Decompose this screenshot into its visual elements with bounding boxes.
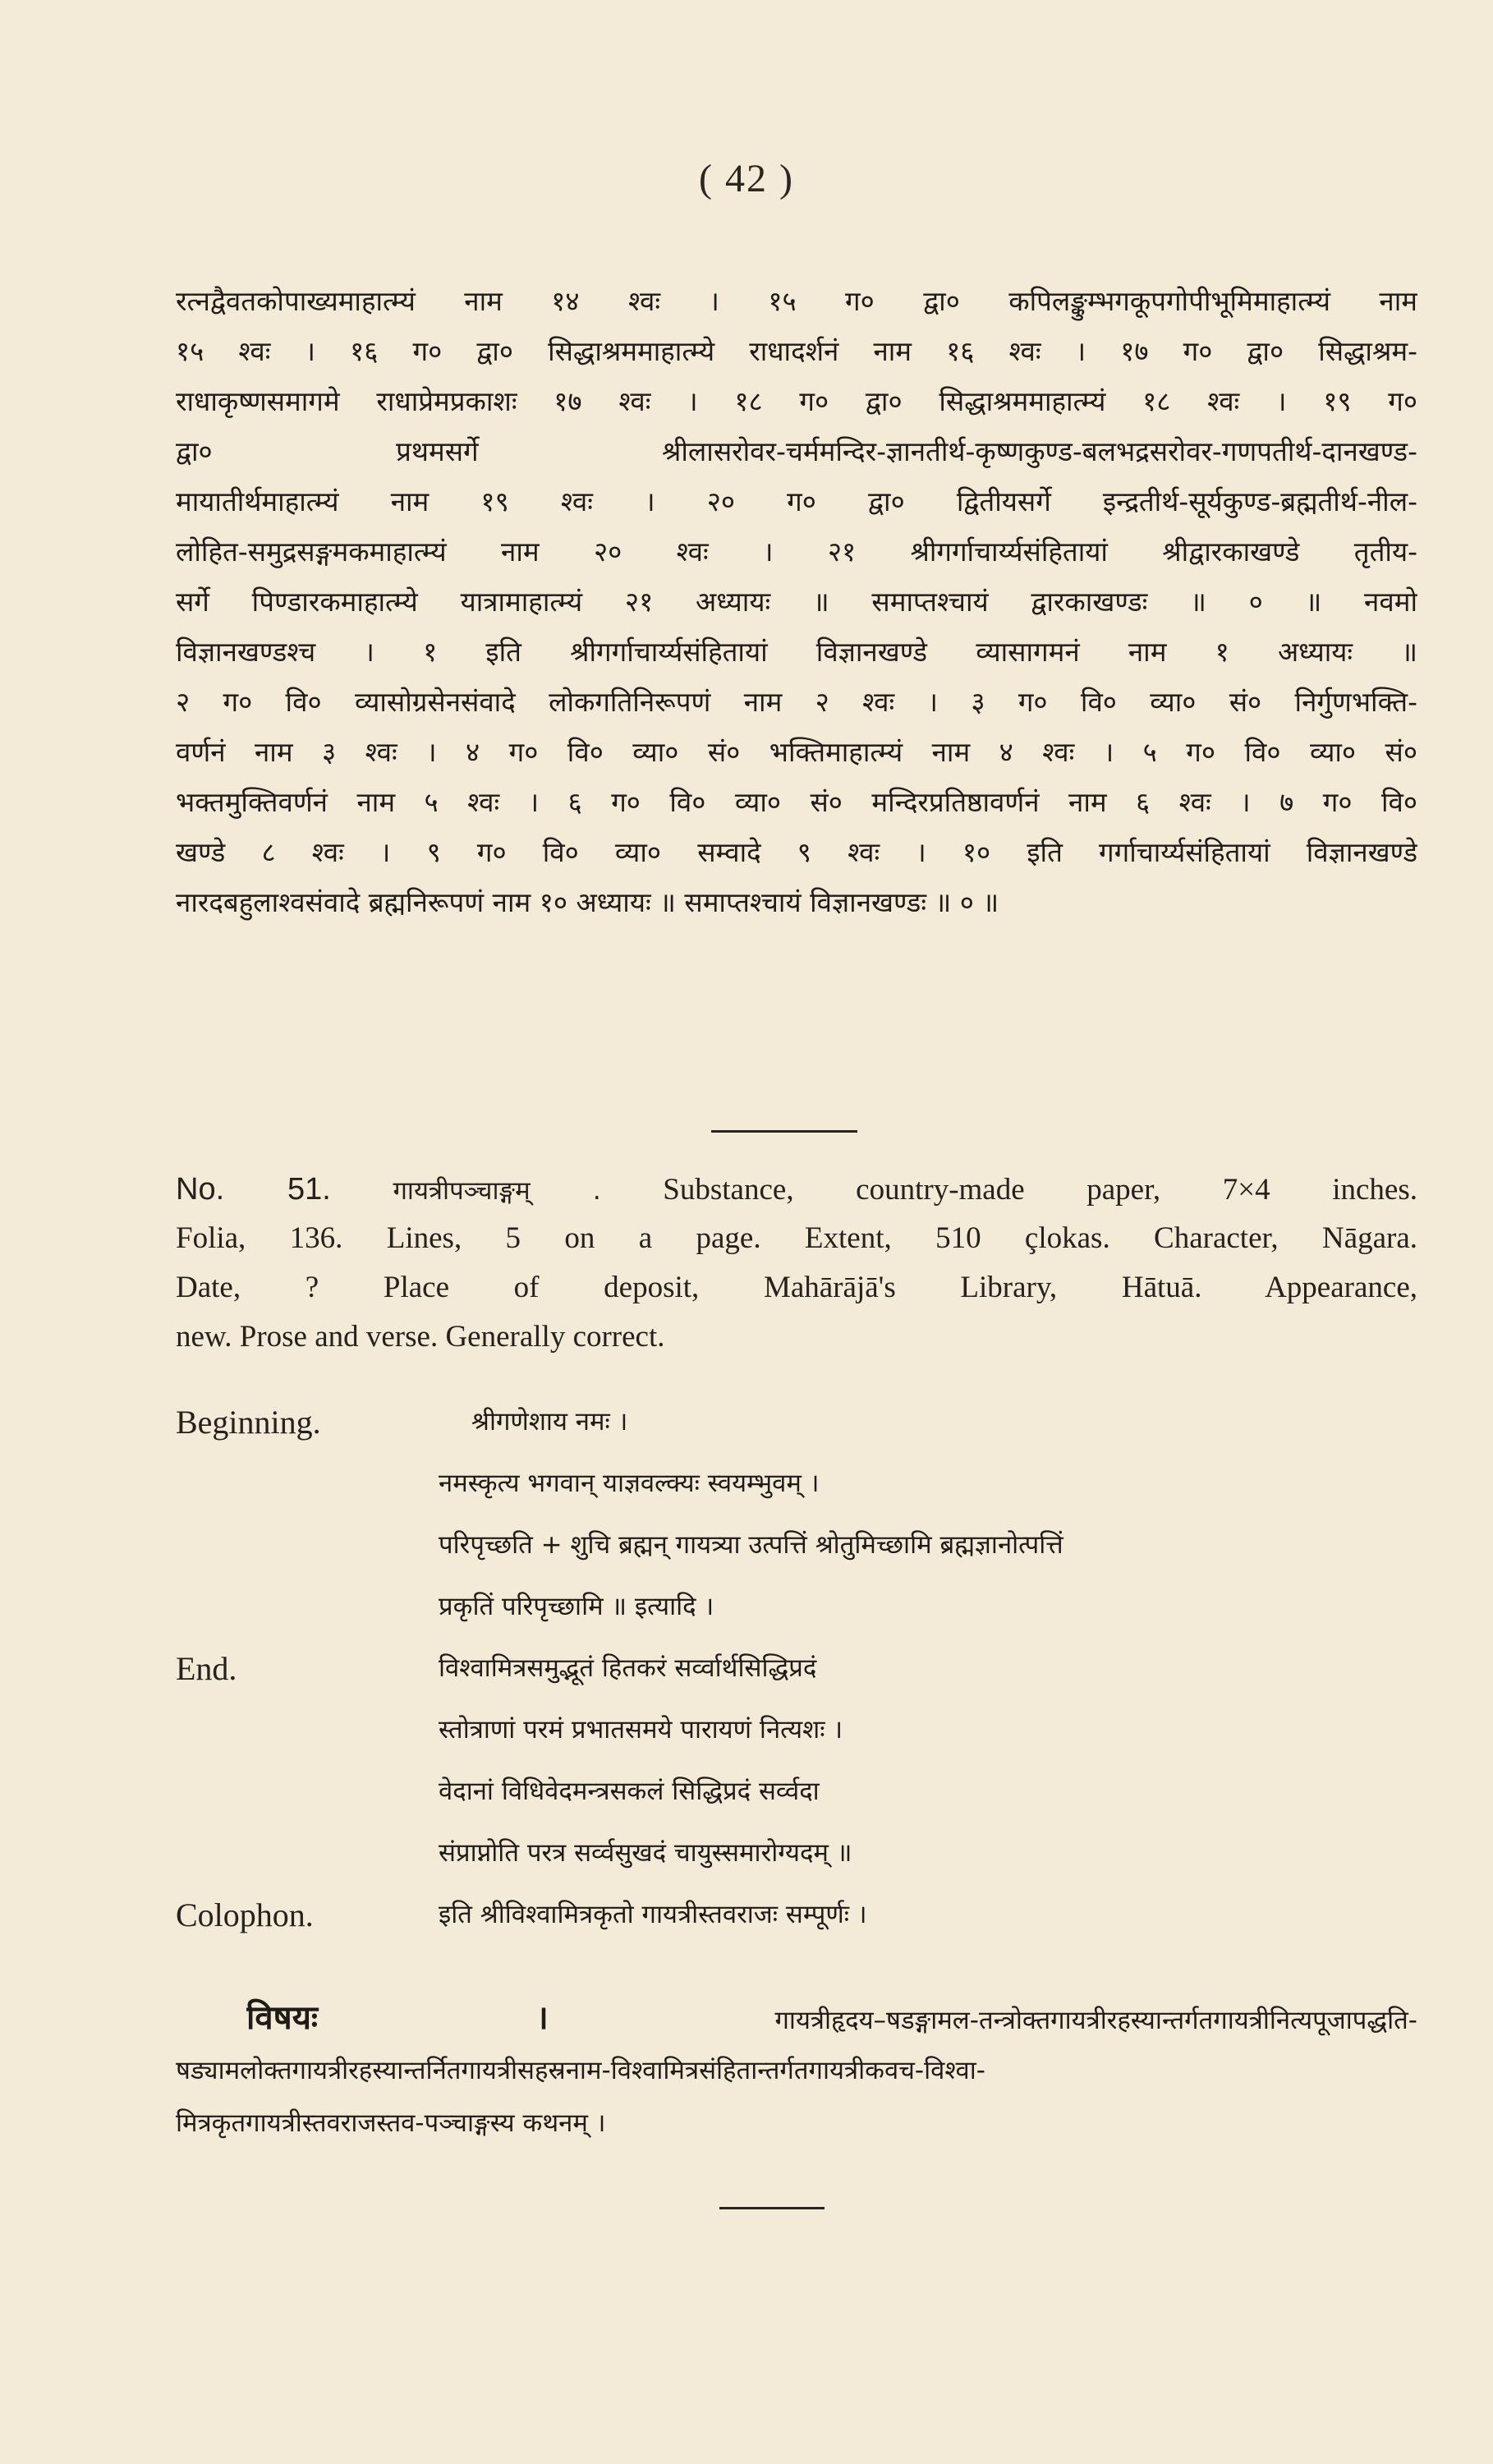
entry-line: Folia, 136. Lines, 5 on a page. Extent, 510 çlokas. Character, Nāgara. <box>176 1221 1417 1255</box>
end-line: वेदानां विधिवेदमन्त्रसकलं सिद्धिप्रदं सर्व्वदा <box>439 1777 820 1806</box>
subject-label: विषयः । <box>246 1999 549 2037</box>
beginning-label: Beginning. <box>176 1404 321 1441</box>
sanskrit-line: लोहित-समुद्रसङ्गमकमाहात्म्यं नाम २० श्वः । २१ श्रीगर्गाचार्य्यसंहितायां श्रीद्वारकाखण्डे तृतीय- <box>176 536 1417 568</box>
subject-line: षड्यामलोक्तगायत्रीरहस्यान्तर्नितगायत्रीसहस्रनाम-विश्वामित्रसंहितान्तर्गतगायत्रीकवच-विश्वा- <box>176 2056 985 2085</box>
sanskrit-line: खण्डे ८ श्वः । ९ ग० वि० व्या० सम्वादे ९ श्वः । १० इति गर्गाचार्य्यसंहितायां विज्ञानखण्डे <box>176 836 1417 868</box>
sanskrit-line: द्वा० प्रथमसर्गे श्रीलासरोवर-चर्ममन्दिर-ज्ञानतीर्थ-कृष्णकुण्ड-बलभद्रसरोवर-गणपतीर्थ-दानखण्ड- <box>176 435 1417 467</box>
entry-line: new. Prose and verse. Generally correct. <box>176 1320 665 1354</box>
entry-line: Substance, country-made paper, 7×4 inches. <box>663 1173 1417 1207</box>
beginning-line: श्रीगणेशाय नमः । <box>471 1407 628 1437</box>
previous-entry-sanskrit-text <box>176 276 1417 927</box>
section-divider-rule <box>711 1130 857 1133</box>
sanskrit-line: राधाकृष्णसमागमे राधाप्रेमप्रकाशः १७ श्वः । १८ ग० द्वा० सिद्धाश्रममाहात्म्यं १८ श्वः । १९ ग० <box>176 385 1417 417</box>
beginning-end-colophon <box>176 1396 1417 1941</box>
sanskrit-line: नारदबहुलाश्वसंवादे ब्रह्मनिरूपणं नाम १० अध्यायः ॥ समाप्तश्चायं विज्ञानखण्डः ॥ ० ॥ <box>176 886 999 918</box>
sanskrit-line: वर्णनं नाम ३ श्वः । ४ ग० वि० व्या० सं० भक्तिमाहात्म्यं नाम ४ श्वः । ५ ग० वि० व्या० सं० <box>176 736 1417 768</box>
beginning-line: नमस्कृत्य भगवान् याज्ञवल्क्यः स्वयम्भुवम् । <box>439 1469 820 1498</box>
sanskrit-line: रत्नद्वैवतकोपाख्यमाहात्म्यं नाम १४ श्वः । १५ ग० द्वा० कपिलङ्कुम्भगकूपगोपीभूमिमाहात्म्यं नाम <box>176 285 1417 317</box>
sanskrit-line: विज्ञानखण्डश्च । १ इति श्रीगर्गाचार्य्यसंहितायां विज्ञानखण्डे व्यासागमनं नाम १ अध्यायः ॥ <box>176 636 1417 668</box>
subject-section <box>176 1992 1417 2149</box>
entry-header-line <box>176 1165 1417 1214</box>
subject-line <box>246 1992 1417 2044</box>
entry-description <box>176 1165 1417 1362</box>
end-line: विश्वामित्रसमुद्भूतं हितकरं सर्व्वार्थसिद्धिप्रदं <box>439 1653 817 1683</box>
sanskrit-line: सर्गे पिण्डारकमाहात्म्ये यात्रामाहात्म्यं २१ अध्यायः ॥ समाप्तश्चायं द्वारकाखण्डः ॥ ० ॥ नवमो <box>176 586 1417 618</box>
beginning-line: प्रकृतिं परिपृच्छामि ॥ इत्यादि । <box>439 1592 714 1621</box>
end-line: स्तोत्राणां परमं प्रभातसमये पारायणं नित्यशः । <box>439 1715 843 1745</box>
sanskrit-line: भक्तमुक्तिवर्णनं नाम ५ श्वः । ६ ग० वि० व्या० सं० मन्दिरप्रतिष्ठावर्णनं नाम ६ श्वः । ७ ग० वि० <box>176 786 1417 818</box>
entry-title: गायत्रीपञ्चाङ्गम् . <box>393 1176 601 1206</box>
sanskrit-line: १५ श्वः । १६ ग० द्वा० सिद्धाश्रममाहात्म्ये राधादर्शनं नाम १६ श्वः । १७ ग० द्वा० सिद्धाश्रम- <box>176 335 1417 367</box>
entry-number: No. 51. <box>176 1172 331 1207</box>
subject-line: मित्रकृतगायत्रीस्तवराजस्तव-पञ्चाङ्गस्य कथनम् । <box>176 2108 606 2138</box>
end-divider-rule <box>719 2207 825 2209</box>
sanskrit-line: मायातीर्थमाहात्म्यं नाम १९ श्वः । २० ग० द्वा० द्वितीयसर्गे इन्द्रतीर्थ-सूर्यकुण्ड-ब्रह्मतीर्थ-नील- <box>176 485 1417 517</box>
beginning-line: परिपृच्छति + शुचि ब्रह्मन् गायत्र्या उत्पत्तिं श्रोतुमिच्छामि ब्रह्मज्ञानोत्पत्तिं <box>439 1530 1063 1560</box>
colophon-line: इति श्रीविश्वामित्रकृतो गायत्रीस्तवराजः सम्पूर्णः । <box>439 1900 867 1929</box>
colophon-label: Colophon. <box>176 1896 314 1933</box>
entry-line: Date, ? Place of deposit, Mahārājā's Library, Hātuā. Appearance, <box>176 1271 1417 1304</box>
end-label: End. <box>176 1650 237 1687</box>
subject-text: गायत्रीहृदय–षडङ्गामल-तन्त्रोक्तगायत्रीरहस्यान्तर्गतगायत्रीनित्यपूजापद्धति- <box>774 2006 1417 2035</box>
end-line: संप्राप्नोति परत्र सर्व्वसुखदं चायुस्समारोग्यदम् ॥ <box>439 1838 852 1868</box>
sanskrit-line: २ ग० वि० व्यासोग्रसेनसंवादे लोकगतिनिरूपणं नाम २ श्वः । ३ ग० वि० व्या० सं० निर्गुणभक्ति- <box>176 686 1417 718</box>
page-number: ( 42 ) <box>699 157 794 200</box>
